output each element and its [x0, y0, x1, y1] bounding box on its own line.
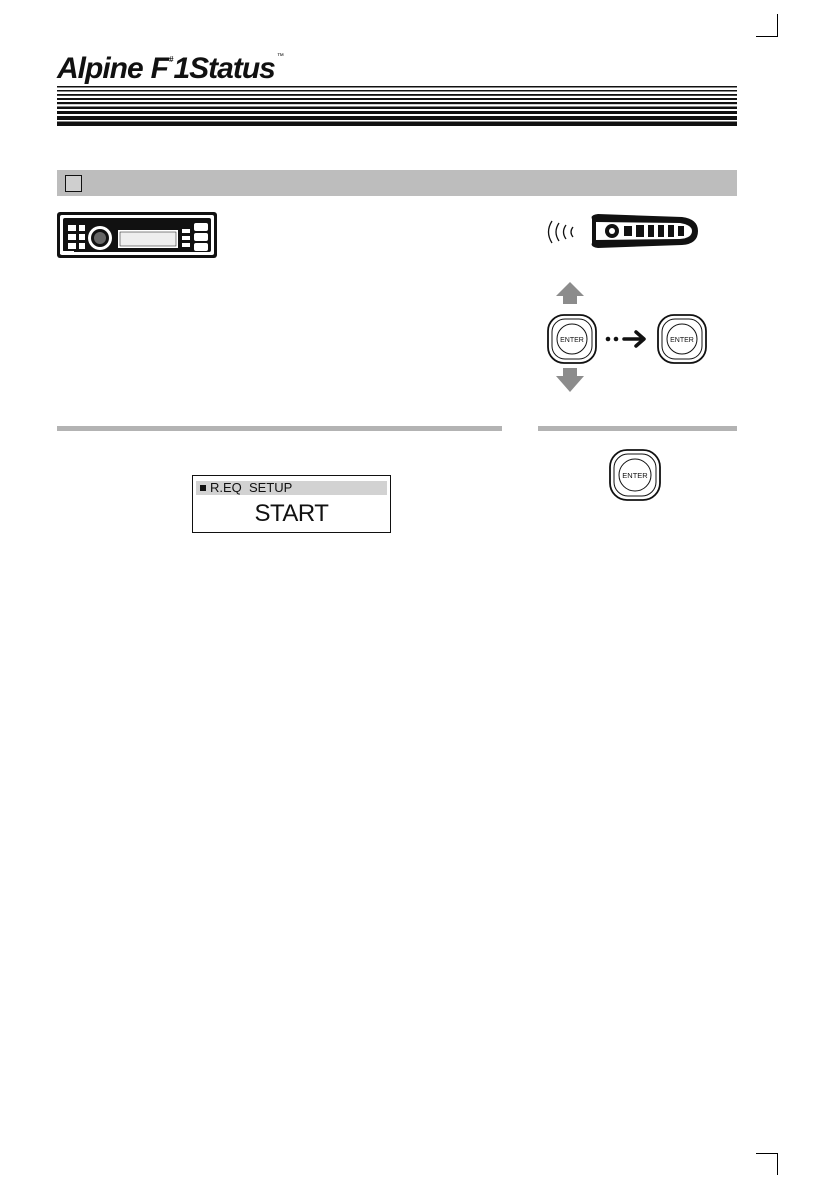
- brand-logo: [57, 52, 283, 88]
- square-box-icon: [65, 175, 82, 192]
- brand-word-alpine: Alpine: [57, 52, 143, 85]
- brand-word-f: F: [150, 52, 168, 85]
- remote-control-icon: [542, 211, 700, 251]
- bullet-icon: [200, 485, 206, 491]
- lcd-menu-text: R.EQ SETUP: [210, 480, 293, 495]
- arrow-down-icon: [556, 368, 584, 392]
- enter-knob-icon: [658, 315, 706, 363]
- lcd-value: START: [254, 500, 329, 527]
- enter-knob-icon: [548, 315, 596, 363]
- brand-superscript: #: [169, 55, 173, 64]
- section-header-bar: [57, 170, 737, 196]
- arrow-up-icon: [556, 282, 584, 304]
- brand-word-status: 1Status: [173, 52, 275, 85]
- signal-waves-icon: [549, 221, 574, 243]
- trademark-mark: ™: [276, 53, 283, 60]
- crop-mark: [756, 1153, 778, 1154]
- section-rule-right: [538, 426, 737, 431]
- crop-mark: [777, 1153, 778, 1175]
- lcd-display: [192, 475, 391, 533]
- enter-label: ENTER: [622, 471, 648, 480]
- section-rule-left: [57, 426, 502, 431]
- head-unit-icon: [56, 211, 218, 259]
- enter-knob-icon: [609, 449, 661, 501]
- header-stripes: [57, 86, 737, 126]
- enter-navigation-diagram: [538, 280, 738, 398]
- dotted-right-arrow-icon: [606, 332, 644, 346]
- enter-label: ENTER: [670, 337, 694, 344]
- crop-mark: [777, 14, 778, 36]
- crop-mark: [756, 36, 778, 37]
- lcd-menu-line: [196, 481, 387, 495]
- enter-label: ENTER: [560, 337, 584, 344]
